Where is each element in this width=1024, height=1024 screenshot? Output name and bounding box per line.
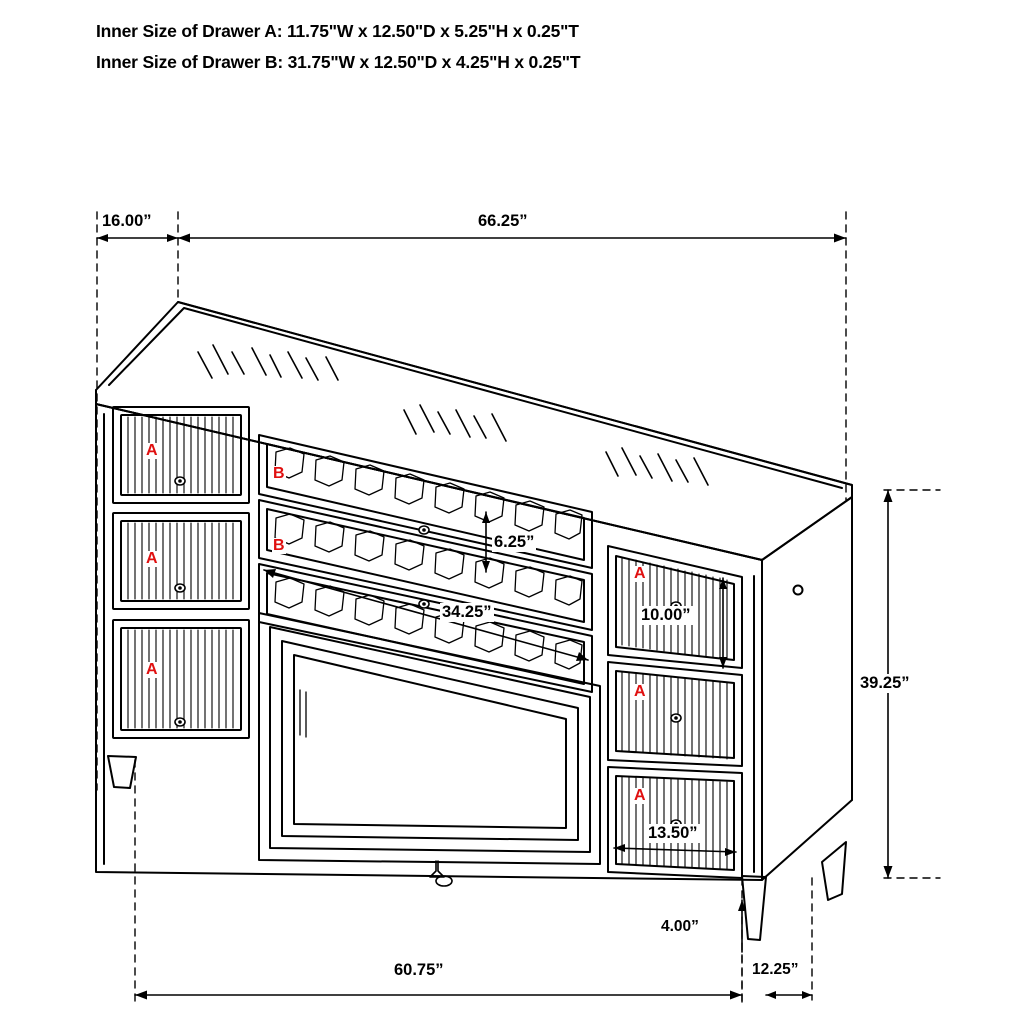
note-drawer-a: Inner Size of Drawer A: 11.75"W x 12.50"D x 5.25"H x 0.25"T <box>96 21 579 41</box>
center-drawer-b-top <box>259 435 592 568</box>
dimension-label-bottom-width: 60.75” <box>394 961 444 979</box>
dimension-label-drawer-b-width: 34.25” <box>442 603 492 621</box>
fireplace-glow-lines <box>300 690 306 737</box>
drawer-label-a: A <box>146 550 158 567</box>
leg-front-right <box>742 876 766 940</box>
right-drawer-knobs <box>671 602 681 828</box>
center-bottom-bracket <box>430 861 452 886</box>
leg-back-right <box>822 842 846 900</box>
top-reflection-lines <box>198 345 708 485</box>
leg-front-left <box>108 756 136 788</box>
dimension-label-width: 66.25” <box>478 212 528 230</box>
drawer-label-a: A <box>634 565 646 582</box>
left-drawer-2 <box>113 513 249 609</box>
cabinet-top <box>96 302 852 572</box>
dim-bottom-6075 <box>135 991 742 1000</box>
dim-drawer-a-width <box>614 844 736 856</box>
drawer-label-b: B <box>273 465 285 482</box>
left-drawer-fluting <box>128 417 233 728</box>
dimension-label-foot-offset: 12.25” <box>752 961 799 978</box>
note-drawer-b: Inner Size of Drawer B: 31.75"W x 12.50"D x 4.25"H x 0.25"T <box>96 52 581 72</box>
dim-drawer-b-height <box>482 512 490 572</box>
drawer-label-b: B <box>273 537 285 554</box>
dimension-label-drawer-b-height: 6.25” <box>494 533 535 551</box>
dim-width-6625 <box>178 234 846 243</box>
dimension-label-height: 39.25” <box>860 674 910 692</box>
drawer-label-a: A <box>634 683 646 700</box>
cabinet-front-face <box>96 404 762 880</box>
dimension-label-drawer-a-height: 10.00” <box>641 606 691 624</box>
dimension-label-foot-height: 4.00” <box>661 918 699 935</box>
cabinet-right-side <box>762 497 852 880</box>
dim-depth-16 <box>97 234 178 242</box>
drawer-label-a: A <box>146 442 158 459</box>
drawer-label-a: A <box>634 787 646 804</box>
dimension-label-drawer-a-width: 13.50” <box>648 824 698 842</box>
drawer-label-a: A <box>146 661 158 678</box>
dim-foot-offset-1225 <box>766 991 812 999</box>
dimension-label-depth: 16.00” <box>102 212 152 230</box>
left-drawer-1 <box>113 407 249 503</box>
